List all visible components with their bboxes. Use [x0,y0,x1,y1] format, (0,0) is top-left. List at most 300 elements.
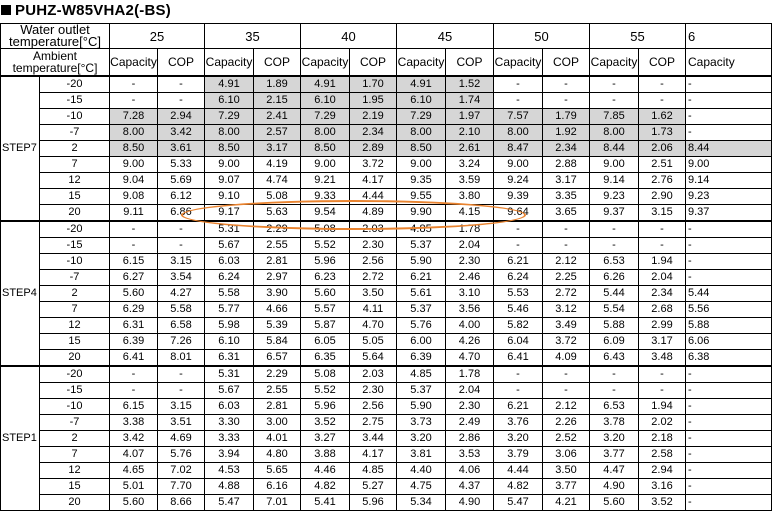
capacity-cell: 3.76 [494,415,543,431]
cop-cell: 2.30 [350,383,397,399]
capacity-cell: 9.00 [301,157,350,173]
capacity-cell: 5.90 [397,254,446,270]
capacity-cell: 9.23 [590,189,639,205]
model-name: PUHZ-W85VHA2(-BS) [15,1,171,19]
cop-cell: - [639,366,686,383]
cop-cell: 2.61 [446,141,494,157]
ambient-temp-cell: -15 [40,383,110,399]
cop-cell: - [639,238,686,254]
capacity-cell: 8.50 [205,141,254,157]
cop-cell: 5.65 [254,463,301,479]
capacity-cell: 6.39 [110,334,158,350]
capacity-header: Capacity [686,49,772,77]
cop-cell: 2.86 [446,431,494,447]
capacity-cell: 3.79 [494,447,543,463]
cop-cell: 1.78 [446,221,494,238]
capacity-cell: 4.90 [590,479,639,495]
table-row [1,334,772,350]
cop-cell: 6.58 [158,318,205,334]
step-label: STEP1 [1,366,40,511]
cop-cell: 3.54 [158,270,205,286]
capacity-cell: 6.23 [301,270,350,286]
cop-cell: 3.90 [254,286,301,302]
ambient-temp-cell: 7 [40,157,110,173]
cop-cell: 2.46 [446,270,494,286]
capacity-cell: - [110,221,158,238]
table-row [1,431,772,447]
cop-cell: 3.59 [446,173,494,189]
capacity-cell: 6.10 [397,93,446,109]
capacity-header: Capacity [301,49,350,77]
capacity-cell: - [110,93,158,109]
cop-cell: 2.55 [254,383,301,399]
cop-cell: 4.66 [254,302,301,318]
cop-cell: 2.30 [446,399,494,415]
capacity-cell: 5.31 [205,221,254,238]
cop-cell: - [543,93,590,109]
capacity-cell: - [686,495,772,511]
capacity-cell: 3.30 [205,415,254,431]
table-row [1,463,772,479]
capacity-cell: - [686,254,772,270]
ambient-temp-cell: 2 [40,286,110,302]
ambient-label: Ambient temperature[°C] [1,49,110,77]
capacity-cell: 5.67 [205,383,254,399]
cop-cell: 2.49 [446,415,494,431]
capacity-cell: 5.01 [110,479,158,495]
table-row [1,399,772,415]
water-temp-header: 6 [686,24,772,49]
capacity-cell: - [494,76,543,93]
ambient-temp-cell: -20 [40,366,110,383]
cop-cell: 3.50 [350,286,397,302]
cop-cell: 1.92 [543,125,590,141]
capacity-cell: - [686,431,772,447]
cop-cell: 3.72 [350,157,397,173]
capacity-cell: 5.34 [397,495,446,511]
ambient-temp-cell: -7 [40,270,110,286]
cop-cell: 4.89 [350,205,397,222]
ambient-temp-cell: -20 [40,221,110,238]
capacity-cell: 3.94 [205,447,254,463]
cop-cell: 3.80 [446,189,494,205]
table-row [1,479,772,495]
capacity-cell: 9.35 [397,173,446,189]
cop-cell: - [639,383,686,399]
cop-cell: 2.04 [639,270,686,286]
capacity-cell: 6.09 [590,334,639,350]
capacity-cell: 5.76 [397,318,446,334]
capacity-cell: 3.81 [397,447,446,463]
table-row [1,93,772,109]
cop-cell: 2.97 [254,270,301,286]
capacity-cell: 4.91 [397,76,446,93]
capacity-cell: 3.73 [397,415,446,431]
table-row [1,205,772,222]
capacity-cell: - [686,238,772,254]
cop-cell: 7.02 [158,463,205,479]
capacity-cell: 9.00 [110,157,158,173]
capacity-cell: 3.27 [301,431,350,447]
capacity-cell: - [686,93,772,109]
capacity-cell: 3.33 [205,431,254,447]
capacity-cell: - [494,383,543,399]
capacity-cell: 4.47 [590,463,639,479]
capacity-cell: - [590,238,639,254]
capacity-cell: 9.00 [590,157,639,173]
capacity-cell: 5.57 [301,302,350,318]
cop-cell: 1.79 [543,109,590,125]
cop-cell: 3.10 [446,286,494,302]
capacity-cell: 4.85 [397,221,446,238]
cop-cell: 2.81 [254,399,301,415]
cop-cell: 3.65 [543,205,590,222]
capacity-cell: 8.44 [686,141,772,157]
cop-cell: 5.63 [254,205,301,222]
capacity-cell: 3.88 [301,447,350,463]
capacity-cell: 5.37 [397,383,446,399]
step-label: STEP4 [1,221,40,366]
cop-cell: 2.34 [543,141,590,157]
cop-cell: 5.96 [350,495,397,511]
capacity-cell: 5.88 [590,318,639,334]
cop-cell: 1.97 [446,109,494,125]
capacity-cell: 5.96 [301,399,350,415]
cop-cell: 2.19 [350,109,397,125]
cop-cell: 2.06 [639,141,686,157]
cop-cell: 4.74 [254,173,301,189]
capacity-cell: 8.50 [397,141,446,157]
cop-cell: - [639,76,686,93]
ambient-temp-cell: -10 [40,109,110,125]
capacity-cell: 5.56 [686,302,772,318]
ambient-temp-cell: 2 [40,431,110,447]
capacity-cell: 9.33 [301,189,350,205]
capacity-cell: 5.96 [301,254,350,270]
capacity-cell: 9.00 [686,157,772,173]
cop-cell: 4.00 [446,318,494,334]
cop-cell: 3.35 [543,189,590,205]
capacity-cell: 9.37 [686,205,772,222]
capacity-cell: 6.24 [494,270,543,286]
capacity-cell: 6.03 [205,399,254,415]
cop-cell: 2.04 [446,383,494,399]
cop-cell: 4.27 [158,286,205,302]
cop-cell: 4.44 [350,189,397,205]
capacity-cell: - [686,76,772,93]
capacity-cell: 7.29 [397,109,446,125]
capacity-cell: - [590,76,639,93]
capacity-cell: - [494,366,543,383]
capacity-cell: 4.46 [301,463,350,479]
capacity-cell: 5.67 [205,238,254,254]
capacity-cell: 6.03 [205,254,254,270]
cop-cell: 2.12 [543,399,590,415]
capacity-cell: - [590,366,639,383]
cop-cell: 1.74 [446,93,494,109]
title-bullet-icon [1,5,11,15]
table-row [1,221,772,238]
capacity-cell: 8.00 [110,125,158,141]
capacity-cell: 9.04 [110,173,158,189]
water-temp-header: 45 [397,24,494,49]
capacity-cell: 4.85 [397,366,446,383]
cop-cell: 2.02 [639,415,686,431]
cop-cell: 2.94 [158,109,205,125]
capacity-cell: 9.54 [301,205,350,222]
cop-header: COP [446,49,494,77]
capacity-cell: - [590,221,639,238]
cop-cell: 2.56 [350,254,397,270]
capacity-cell: 4.82 [301,479,350,495]
cop-cell: 3.17 [254,141,301,157]
ambient-temp-cell: 12 [40,173,110,189]
cop-cell: 2.30 [350,238,397,254]
capacity-cell: 4.91 [301,76,350,93]
ambient-temp-cell: 20 [40,350,110,367]
capacity-cell: 6.00 [397,334,446,350]
cop-cell: 8.01 [158,350,205,367]
capacity-cell: 6.10 [205,334,254,350]
capacity-cell: - [110,366,158,383]
performance-table [0,23,772,511]
cop-cell: 1.78 [446,366,494,383]
cop-cell: 1.95 [350,93,397,109]
cop-cell: 5.27 [350,479,397,495]
cop-cell: - [543,238,590,254]
capacity-cell: 6.41 [494,350,543,367]
cop-cell: 5.69 [158,173,205,189]
cop-cell: 8.66 [158,495,205,511]
cop-cell: - [639,93,686,109]
cop-cell: 7.70 [158,479,205,495]
ambient-temp-cell: 12 [40,463,110,479]
capacity-cell: 8.00 [397,125,446,141]
cop-cell: 4.90 [446,495,494,511]
capacity-cell: 9.11 [110,205,158,222]
cop-cell: 2.90 [639,189,686,205]
cop-cell: 1.94 [639,399,686,415]
capacity-cell: - [110,238,158,254]
capacity-cell: 4.40 [397,463,446,479]
cop-cell: - [639,221,686,238]
capacity-cell: - [110,76,158,93]
ambient-temp-cell: -10 [40,254,110,270]
cop-cell: - [158,221,205,238]
capacity-cell: 8.00 [494,125,543,141]
cop-cell: 7.26 [158,334,205,350]
capacity-cell: 9.10 [205,189,254,205]
cop-cell: 4.70 [446,350,494,367]
cop-cell: - [543,383,590,399]
capacity-cell: 5.37 [397,238,446,254]
capacity-cell: 5.82 [494,318,543,334]
table-row [1,318,772,334]
capacity-cell: 6.21 [397,270,446,286]
capacity-cell: 9.37 [590,205,639,222]
capacity-cell: 6.05 [301,334,350,350]
capacity-cell: 6.31 [205,350,254,367]
capacity-cell: 9.64 [494,205,543,222]
cop-cell: 3.42 [158,125,205,141]
cop-cell: 3.24 [446,157,494,173]
capacity-cell: 9.14 [686,173,772,189]
cop-cell: 4.19 [254,157,301,173]
capacity-cell: 7.28 [110,109,158,125]
cop-cell: - [543,221,590,238]
cop-cell: 5.76 [158,447,205,463]
cop-cell: 1.94 [639,254,686,270]
capacity-header: Capacity [110,49,158,77]
table-row [1,109,772,125]
capacity-cell: 6.31 [110,318,158,334]
cop-cell: 6.57 [254,350,301,367]
cop-header: COP [350,49,397,77]
cop-cell: 2.29 [254,366,301,383]
table-row [1,495,772,511]
capacity-cell: 6.10 [205,93,254,109]
cop-cell: 3.51 [158,415,205,431]
ambient-temp-cell: -7 [40,125,110,141]
cop-cell: 3.17 [543,173,590,189]
cop-cell: 4.01 [254,431,301,447]
capacity-cell: 4.44 [494,463,543,479]
cop-cell: - [543,76,590,93]
cop-cell: 2.51 [639,157,686,173]
capacity-cell: 6.15 [110,399,158,415]
cop-cell: 2.41 [254,109,301,125]
capacity-cell: 4.91 [205,76,254,93]
table-row [1,238,772,254]
capacity-cell: - [686,109,772,125]
ambient-temp-cell: 2 [40,141,110,157]
cop-header: COP [158,49,205,77]
capacity-cell: 4.88 [205,479,254,495]
capacity-cell: 9.17 [205,205,254,222]
capacity-cell: 3.78 [590,415,639,431]
capacity-cell: 6.29 [110,302,158,318]
capacity-cell: 4.65 [110,463,158,479]
ambient-temp-cell: 15 [40,479,110,495]
cop-cell: 2.58 [639,447,686,463]
cop-cell: 2.25 [543,270,590,286]
capacity-cell: 5.60 [301,286,350,302]
capacity-cell: 6.24 [205,270,254,286]
capacity-cell: 4.53 [205,463,254,479]
cop-cell: 1.70 [350,76,397,93]
capacity-cell: - [110,383,158,399]
table-row [1,350,772,367]
cop-cell: 3.48 [639,350,686,367]
cop-cell: 4.80 [254,447,301,463]
cop-cell: 4.70 [350,318,397,334]
cop-cell: 2.56 [350,399,397,415]
capacity-cell: - [686,125,772,141]
cop-cell: 5.64 [350,350,397,367]
water-temp-header: 40 [301,24,397,49]
cop-cell: 2.81 [254,254,301,270]
table-row [1,254,772,270]
table-row [1,173,772,189]
capacity-cell: 3.38 [110,415,158,431]
cop-cell: 4.15 [446,205,494,222]
water-temp-header-row [1,24,772,49]
capacity-cell: 3.20 [397,431,446,447]
capacity-cell: 9.00 [397,157,446,173]
capacity-cell: 5.08 [301,221,350,238]
cop-cell: 2.34 [639,286,686,302]
cop-cell: 2.88 [543,157,590,173]
cop-cell: 1.89 [254,76,301,93]
cop-cell: 4.37 [446,479,494,495]
capacity-cell: 6.26 [590,270,639,286]
capacity-cell: 4.82 [494,479,543,495]
capacity-cell: 6.35 [301,350,350,367]
table-title [0,0,171,20]
cop-header: COP [639,49,686,77]
ambient-temp-cell: 7 [40,447,110,463]
capacity-cell: 7.29 [205,109,254,125]
capacity-cell: 6.27 [110,270,158,286]
capacity-cell: 5.60 [590,495,639,511]
cop-cell: 3.16 [639,479,686,495]
cop-cell: 2.04 [446,238,494,254]
table-row [1,125,772,141]
capacity-cell: 5.52 [301,383,350,399]
table-row [1,270,772,286]
cop-cell: 7.01 [254,495,301,511]
capacity-cell: 9.39 [494,189,543,205]
capacity-header: Capacity [397,49,446,77]
table-row [1,76,772,93]
capacity-cell: 5.87 [301,318,350,334]
capacity-cell: - [590,383,639,399]
ambient-temp-cell: -15 [40,93,110,109]
cop-cell: 1.73 [639,125,686,141]
capacity-cell: 3.42 [110,431,158,447]
capacity-cell: 6.38 [686,350,772,367]
capacity-cell: 6.41 [110,350,158,367]
water-temp-header: 50 [494,24,590,49]
table-row [1,415,772,431]
cop-cell: 3.15 [158,399,205,415]
capacity-cell: 6.10 [301,93,350,109]
capacity-cell: 5.77 [205,302,254,318]
cop-cell: 5.39 [254,318,301,334]
capacity-cell: 9.24 [494,173,543,189]
capacity-cell: 3.20 [494,431,543,447]
capacity-header: Capacity [205,49,254,77]
ambient-temp-cell: 7 [40,302,110,318]
cop-cell: 4.21 [543,495,590,511]
cop-cell: 3.15 [158,254,205,270]
capacity-cell: 5.98 [205,318,254,334]
water-temp-header: 25 [110,24,205,49]
capacity-cell: 6.15 [110,254,158,270]
capacity-cell: 4.75 [397,479,446,495]
capacity-cell: 9.21 [301,173,350,189]
ambient-temp-cell: 12 [40,318,110,334]
cop-cell: 2.57 [254,125,301,141]
capacity-cell: 6.04 [494,334,543,350]
cop-cell: 3.56 [446,302,494,318]
capacity-cell: 5.44 [590,286,639,302]
cop-cell: 4.26 [446,334,494,350]
cop-cell: 3.53 [446,447,494,463]
cop-cell: 2.18 [639,431,686,447]
capacity-cell: 5.31 [205,366,254,383]
capacity-cell: 6.43 [590,350,639,367]
